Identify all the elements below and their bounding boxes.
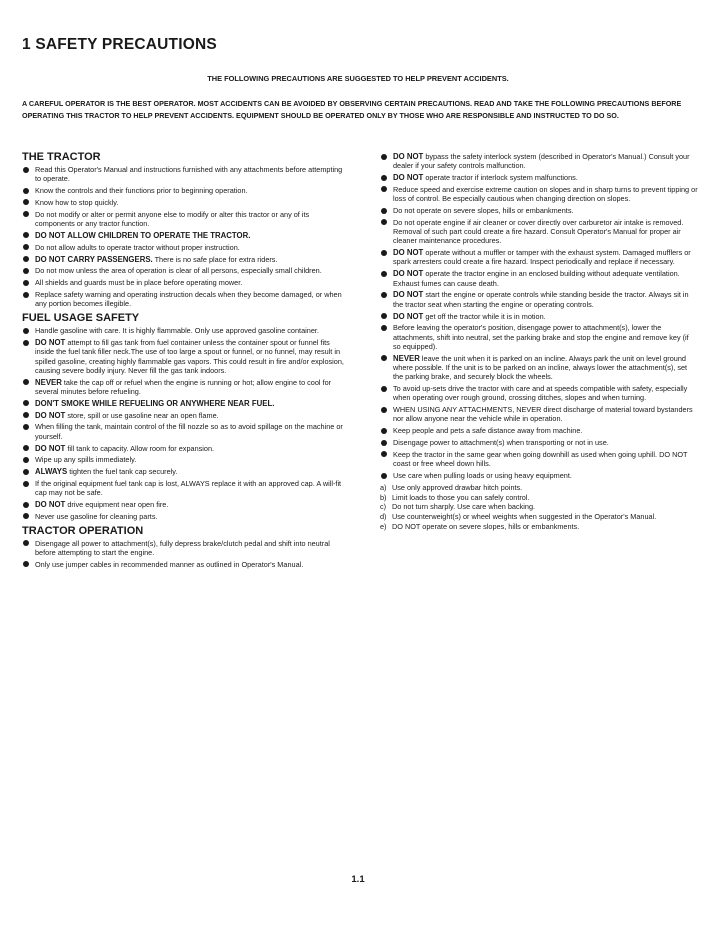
- bullet-body-text: Reduce speed and exercise extreme caution on slopes and in sharp turns to prevent tipping or loss of control. Be especially cautious when changing direction on slopes.: [393, 184, 698, 204]
- bullet-text: [35, 560, 303, 569]
- bullet-body-text: All shields and guards must be in place before operating mower.: [35, 278, 243, 288]
- sub-item-text: Use counterweight(s) or wheel weights when suggested in the Operator's Manual.: [392, 512, 657, 522]
- bullet-text: [35, 500, 168, 509]
- bullet-icon: [381, 451, 387, 457]
- bullet-icon: [381, 355, 387, 361]
- bullet-bold-text: DON'T SMOKE WHILE REFUELING OR ANYWHERE NEAR FUEL.: [35, 398, 275, 408]
- bullet-text: [393, 206, 574, 215]
- bullet-icon: [381, 292, 387, 298]
- bullet-text: [393, 354, 687, 382]
- bullet-item: [22, 266, 349, 275]
- bullet-text: [35, 411, 219, 420]
- bullet-icon: [23, 167, 29, 173]
- bullet-text: [35, 326, 319, 335]
- bullet-text: [393, 152, 690, 170]
- bullet-text: [35, 165, 342, 183]
- bullet-item: [22, 165, 349, 184]
- bullet-icon: [381, 407, 387, 413]
- bullet-item: [22, 210, 349, 229]
- bullet-icon: [381, 271, 387, 277]
- bullet-icon: [23, 268, 29, 274]
- bullet-body-text: take the cap off or refuel when the engine is running or hot; allow engine to cool for several minutes before refueling.: [35, 377, 332, 396]
- bullet-text: [393, 269, 680, 287]
- bullet-icon: [23, 256, 29, 262]
- section-heading-tractor: THE TRACTOR: [22, 151, 101, 163]
- page-number: 1.1: [351, 874, 365, 885]
- bullet-bold-text: DO NOT: [35, 338, 66, 348]
- bullet-icon: [381, 186, 387, 192]
- bullet-item: [380, 206, 698, 215]
- bullet-body-text: Use care when pulling loads or using heavy equipment.: [393, 471, 572, 480]
- bullet-icon: [381, 473, 387, 479]
- bullet-icon: [23, 561, 29, 567]
- bullet-item: [22, 422, 349, 441]
- bullet-item: [380, 323, 698, 351]
- bullet-item: [22, 290, 349, 309]
- bullet-body-text: store, spill or use gasoline near an open flame.: [65, 410, 219, 420]
- bullet-body-text: attempt to fill gas tank from fuel container unless the container spout or funnel fits inside the fuel tank filler neck.The use of too large a spout or funnel, or no funnel, may result in spilled gasoline, creating highly flammable gas vapors. This could result in fire and/or explosion, causing severe bodily injury. Never fill the gas tank indoors.: [35, 338, 344, 375]
- bullet-text: [35, 338, 344, 375]
- bullet-text: [393, 185, 698, 203]
- bullet-body-text: When filling the tank, maintain control of the fill nozzle so as to avoid spillage on the machine or yourself.: [35, 422, 343, 441]
- bullet-icon: [23, 481, 29, 487]
- sub-item: [380, 512, 698, 521]
- bullet-bold-text: DO NOT CARRY PASSENGERS.: [35, 254, 153, 264]
- bullet-text: [35, 243, 240, 252]
- operation-list: [22, 539, 349, 569]
- bullet-icon: [23, 292, 29, 298]
- bullet-item: [380, 426, 698, 435]
- bullet-bold-text: DO NOT: [393, 173, 424, 183]
- bullet-text: [35, 198, 118, 207]
- bullet-body-text: Disengage all power to attachment(s), fully depress brake/clutch pedal and shift into neutral before attempting to start the engine.: [35, 538, 330, 558]
- bullet-icon: [23, 211, 29, 217]
- bullet-item: [22, 512, 349, 521]
- bullet-icon: [381, 325, 387, 331]
- bullet-icon: [23, 328, 29, 334]
- bullet-bold-text: DO NOT: [393, 152, 424, 161]
- bullet-body-text: To avoid up-sets drive the tractor with care and at speeds compatible with safety, especially when operating over rough ground, crossing ditches, slopes and when turning.: [393, 384, 688, 403]
- bullet-body-text: tighten the fuel tank cap securely.: [67, 467, 178, 477]
- bullet-icon: [23, 340, 29, 346]
- bullet-item: [380, 384, 698, 403]
- bullet-text: [35, 255, 277, 264]
- bullet-text: [393, 384, 687, 402]
- sub-item: [380, 483, 698, 492]
- bullet-body-text: operate the tractor engine in an enclosed building without adequate ventilation. Exhaust fumes can cause death.: [393, 269, 680, 288]
- sub-item-text: Limit loads to those you can safely control.: [392, 492, 530, 502]
- bullet-body-text: Know how to stop quickly.: [35, 197, 119, 207]
- bullet-bold-text: NEVER: [393, 353, 420, 363]
- bullet-icon: [23, 513, 29, 519]
- bullet-item: [380, 185, 698, 204]
- section-heading-operation: TRACTOR OPERATION: [22, 524, 144, 537]
- bullet-text: [35, 186, 248, 195]
- bullet-icon: [23, 457, 29, 463]
- tractor-list: [22, 165, 349, 309]
- bullet-item: [22, 479, 349, 498]
- bullet-item: [380, 152, 698, 171]
- bullet-body-text: operate tractor if interlock system malfunctions.: [423, 173, 578, 183]
- bullet-body-text: operate without a muffler or tamper with the exhaust system. Damaged mufflers or spark arresters could create a fire hazard. Inspect periodically and replace if necessary.: [393, 248, 691, 267]
- bullet-item: [22, 539, 349, 558]
- sub-item-letter: e): [380, 521, 387, 531]
- bullet-icon: [23, 412, 29, 418]
- bullet-text: [35, 467, 177, 476]
- bullet-item: [380, 450, 698, 469]
- bullet-icon: [23, 445, 29, 451]
- bullet-body-text: WHEN USING ANY ATTACHMENTS, NEVER direct discharge of material toward bystanders nor allow anyone near the vehicle while in operation.: [393, 405, 693, 424]
- bullet-text: [35, 444, 214, 453]
- bullet-body-text: Handle gasoline with care. It is highly flammable. Only use approved gasoline container.: [35, 326, 319, 336]
- bullet-item: [22, 378, 349, 397]
- bullet-body-text: Wipe up any spills immediately.: [35, 455, 137, 465]
- bullet-icon: [381, 175, 387, 181]
- bullet-item: [380, 269, 698, 288]
- bullet-icon: [381, 219, 387, 225]
- bullet-item: [22, 186, 349, 195]
- bullet-text: [393, 218, 683, 246]
- bullet-icon: [23, 424, 29, 430]
- sub-item-letter: d): [380, 512, 387, 522]
- bullet-item: [380, 312, 698, 321]
- bullet-icon: [23, 280, 29, 286]
- bullet-text: [35, 266, 322, 275]
- left-column: [22, 150, 349, 572]
- bullet-body-text: Keep the tractor in the same gear when going downhill as used when going uphill. DO NOT coast or free wheel down hills.: [393, 449, 688, 469]
- page-subtitle: THE FOLLOWING PRECAUTIONS ARE SUGGESTED TO HELP PREVENT ACCIDENTS.: [207, 74, 509, 83]
- load-sublist: [380, 483, 698, 531]
- bullet-item: [22, 255, 349, 264]
- bullet-item: [380, 248, 698, 267]
- intro-paragraph: A CAREFUL OPERATOR IS THE BEST OPERATOR. MOST ACCIDENTS CAN BE AVOIDED BY OBSERVING CERTAIN PRECAUTIONS. READ AND TAKE THE FOLLOWING PRECAUTIONS BEFORE OPERATING THIS TRACTOR TO HELP PREVENT ACCIDENTS. EQUIPMENT SHOULD BE OPERATED ONLY BY THOSE WHO ARE RESPONSIBLE AND INSTRUCTED TO DO SO.: [22, 99, 682, 120]
- bullet-text: [393, 405, 693, 423]
- bullet-text: [393, 426, 582, 435]
- bullet-text: [35, 231, 250, 240]
- bullet-icon: [381, 428, 387, 434]
- sub-item-text: Do not turn sharply. Use care when backing.: [392, 502, 536, 512]
- bullet-item: [22, 500, 349, 509]
- bullet-body-text: start the engine or operate controls while standing beside the tractor. Always sit in the tractor seat when starting the engine or operating controls.: [393, 290, 689, 309]
- bullet-icon: [23, 244, 29, 250]
- bullet-text: [35, 290, 342, 308]
- bullet-bold-text: ALWAYS: [35, 467, 68, 477]
- bullet-bold-text: DO NOT ALLOW CHILDREN TO OPERATE THE TRACTOR.: [35, 230, 251, 240]
- operation-cont-list: [380, 152, 698, 480]
- sub-item: [380, 502, 698, 511]
- bullet-icon: [381, 208, 387, 214]
- bullet-body-text: Keep people and pets a safe distance away from machine.: [393, 426, 583, 436]
- bullet-icon: [381, 386, 387, 392]
- bullet-item: [22, 399, 349, 408]
- sub-item: [380, 522, 698, 531]
- bullet-item: [22, 278, 349, 287]
- right-column: [380, 152, 698, 532]
- bullet-text: [393, 248, 691, 266]
- bullet-text: [35, 539, 330, 557]
- bullet-body-text: Do not operate on severe slopes, hills or embankments.: [393, 206, 574, 216]
- page-title: 1 SAFETY PRECAUTIONS: [22, 36, 217, 53]
- sub-item-letter: a): [380, 482, 387, 492]
- section-heading-fuel: FUEL USAGE SAFETY: [22, 312, 140, 325]
- bullet-item: [22, 411, 349, 420]
- bullet-item: [22, 560, 349, 569]
- bullet-text: [35, 278, 242, 287]
- bullet-item: [22, 326, 349, 335]
- bullet-bold-text: DO NOT: [393, 290, 424, 300]
- bullet-text: [35, 378, 331, 396]
- sub-item-letter: b): [380, 492, 387, 502]
- bullet-item: [380, 405, 698, 424]
- bullet-item: [22, 338, 349, 375]
- bullet-body-text: Read this Operator's Manual and instructions furnished with any attachments before attempting to operate.: [35, 165, 343, 184]
- bullet-icon: [23, 540, 29, 546]
- bullet-text: [393, 290, 689, 308]
- bullet-body-text: Disengage power to attachment(s) when transporting or not in use.: [393, 438, 609, 448]
- bullet-item: [380, 173, 698, 182]
- bullet-text: [393, 438, 609, 447]
- bullet-text: [393, 173, 578, 182]
- bullet-body-text: drive equipment near open fire.: [65, 500, 169, 510]
- sub-item: [380, 493, 698, 502]
- bullet-text: [35, 512, 158, 521]
- bullet-body-text: leave the unit when it is parked on an incline. Always park the unit on level ground where possible. If the unit is to be parked on an incline, always lower the attachment(s), set the parking brake, and securely block the wheels.: [393, 353, 688, 382]
- bullet-icon: [23, 469, 29, 475]
- bullet-text: [35, 210, 309, 228]
- bullet-body-text: Before leaving the operator's position, disengage power to attachment(s), lower the attachments, shift into neutral, set the parking brake and stop the engine and remove key (if so equipped).: [393, 323, 689, 351]
- sub-item-text: DO NOT operate on severe slopes, hills or embankments.: [392, 521, 580, 531]
- bullet-text: [35, 455, 136, 464]
- bullet-text: [393, 312, 546, 321]
- bullet-item: [22, 467, 349, 476]
- bullet-item: [380, 218, 698, 246]
- bullet-icon: [23, 188, 29, 194]
- sub-item-text: Use only approved drawbar hitch points.: [392, 482, 523, 492]
- bullet-item: [380, 471, 698, 480]
- bullet-body-text: bypass the safety interlock system (described in Operator's Manual.) Consult your dealer if your safety controls malfunction.: [393, 152, 690, 171]
- bullet-body-text: Know the controls and their functions prior to beginning operation.: [35, 186, 248, 196]
- bullet-icon: [23, 232, 29, 238]
- bullet-body-text: Only use jumper cables in recommended manner as outlined in Operator's Manual.: [35, 559, 304, 569]
- bullet-icon: [23, 400, 29, 406]
- bullet-text: [393, 323, 689, 351]
- bullet-item: [22, 243, 349, 252]
- bullet-item: [380, 290, 698, 309]
- bullet-bold-text: DO NOT: [35, 500, 66, 510]
- bullet-body-text: There is no safe place for extra riders.: [152, 254, 278, 264]
- bullet-item: [380, 438, 698, 447]
- bullet-icon: [23, 199, 29, 205]
- bullet-icon: [23, 379, 29, 385]
- bullet-body-text: Do not allow adults to operate tractor without proper instruction.: [35, 242, 240, 252]
- bullet-text: [35, 399, 274, 408]
- bullet-text: [393, 471, 572, 480]
- bullet-body-text: get off the tractor while it is in motion.: [423, 311, 546, 321]
- bullet-icon: [381, 154, 387, 160]
- bullet-bold-text: DO NOT: [35, 410, 66, 420]
- bullet-body-text: If the original equipment fuel tank cap is lost, ALWAYS replace it with an approved cap. A will-fit cap may not be safe.: [35, 479, 342, 498]
- bullet-bold-text: DO NOT: [35, 443, 66, 453]
- bullet-body-text: Replace safety warning and operating instruction decals when they become damaged, or when any portion becomes illegible.: [35, 290, 342, 309]
- bullet-text: [35, 422, 343, 440]
- bullet-body-text: Never use gasoline for cleaning parts.: [35, 511, 158, 521]
- bullet-item: [22, 231, 349, 240]
- fuel-list: [22, 326, 349, 521]
- sub-item-letter: c): [380, 502, 387, 512]
- bullet-icon: [381, 313, 387, 319]
- bullet-icon: [381, 440, 387, 446]
- bullet-text: [35, 479, 341, 497]
- bullet-body-text: Do not operate engine if air cleaner or cover directly over carburetor air intake is removed. Removal of such part could create a fire hazard. Consult Operator's Manual for proper air cleaner maintenance procedures.: [393, 217, 684, 246]
- bullet-item: [22, 455, 349, 464]
- bullet-item: [380, 354, 698, 382]
- bullet-bold-text: DO NOT: [393, 248, 424, 258]
- bullet-item: [22, 198, 349, 207]
- bullet-body-text: Do not mow unless the area of operation is clear of all persons, especially small children.: [35, 266, 322, 276]
- bullet-body-text: fill tank to capacity. Allow room for expansion.: [65, 443, 215, 453]
- bullet-icon: [381, 250, 387, 256]
- bullet-item: [22, 444, 349, 453]
- bullet-icon: [23, 502, 29, 508]
- bullet-body-text: Do not modify or alter or permit anyone else to modify or alter this tractor or any of its components or any tractor function.: [35, 209, 310, 229]
- bullet-bold-text: NEVER: [35, 377, 62, 387]
- bullet-text: [393, 450, 687, 468]
- bullet-bold-text: DO NOT: [393, 311, 424, 321]
- bullet-bold-text: DO NOT: [393, 269, 424, 279]
